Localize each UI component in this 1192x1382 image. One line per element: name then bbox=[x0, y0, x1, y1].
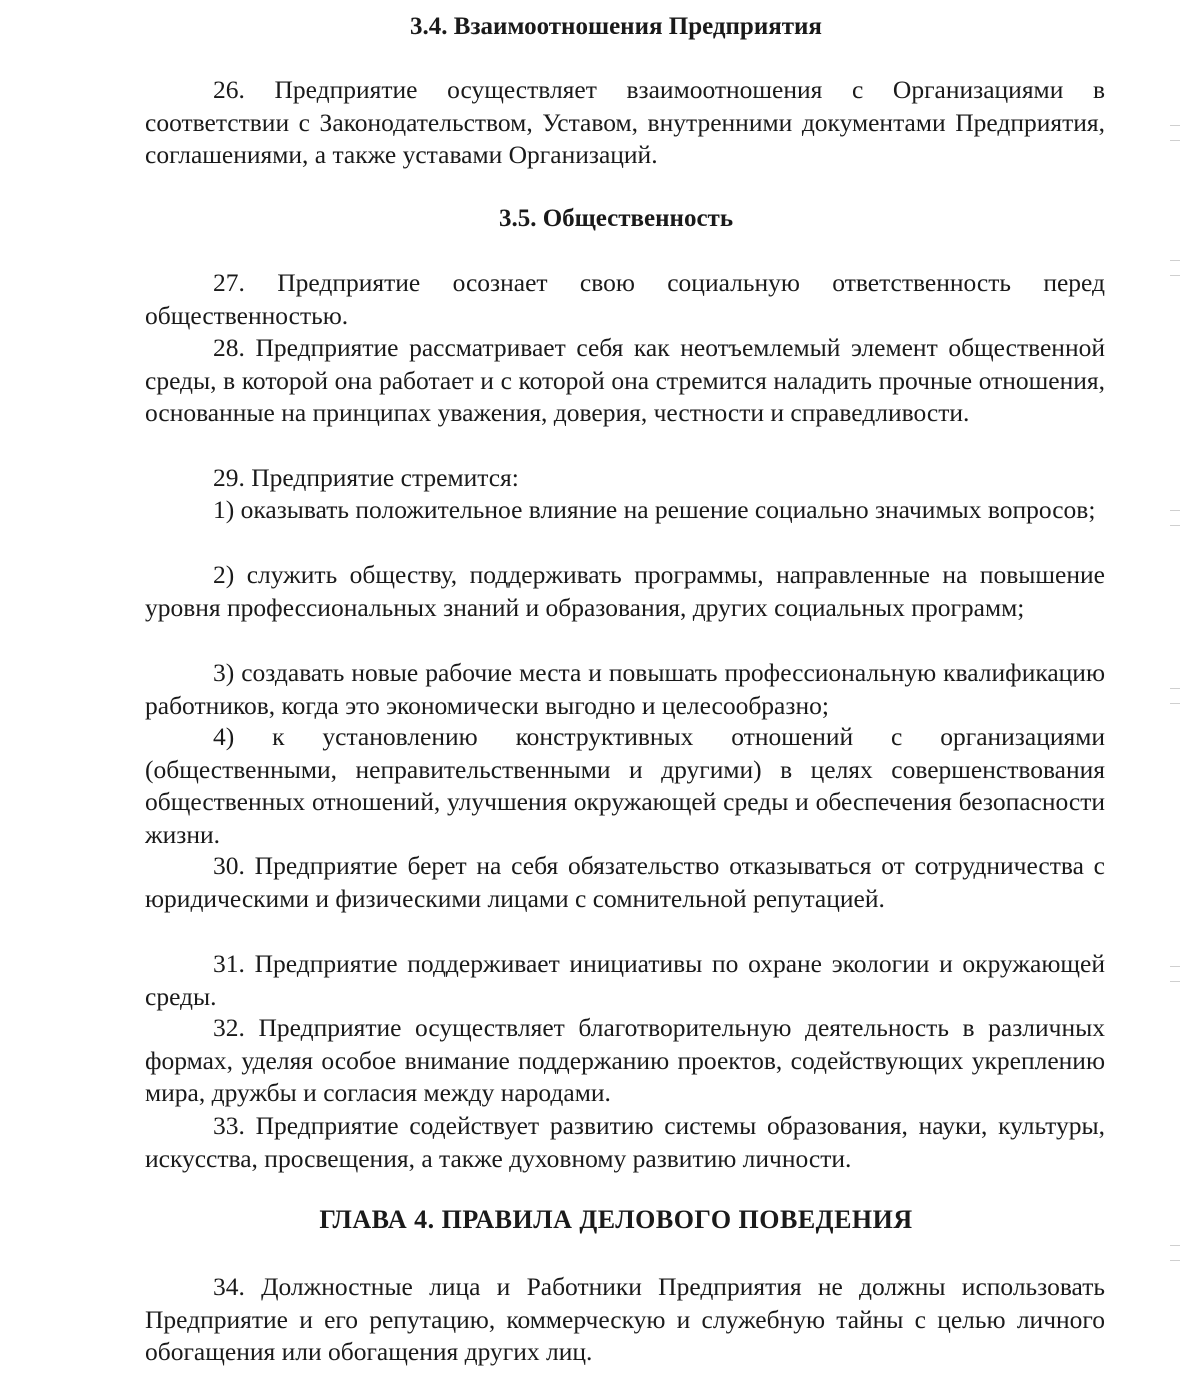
paragraph-29-item-3: 3) создавать новые рабочие места и повышать профессиональную квалификацию работников, когда это экономически выгодно и целесообразно; bbox=[145, 658, 1105, 720]
chapter-4-title: ГЛАВА 4. ПРАВИЛА ДЕЛОВОГО ПОВЕДЕНИЯ bbox=[319, 1205, 913, 1234]
paragraph-29-item-2: 2) служить обществу, поддерживать программы, направленные на повышение уровня профессиональных знаний и образования, других социальных программ; bbox=[145, 560, 1105, 622]
margin-mark bbox=[1170, 966, 1180, 982]
paragraph-31: 31. Предприятие поддерживает инициативы по охране экологии и окружающей среды. bbox=[145, 949, 1105, 1011]
paragraph-33: 33. Предприятие содействует развитию системы образования, науки, культуры, искусства, просвещения, а также духовному развитию личности. bbox=[145, 1111, 1105, 1173]
margin-mark bbox=[1170, 125, 1180, 141]
section-3-4-title: 3.4. Взаимоотношения Предприятия bbox=[410, 13, 822, 40]
section-3-5-title: 3.5. Общественность bbox=[498, 205, 734, 232]
paragraph-28: 28. Предприятие рассматривает себя как неотъемлемый элемент общественной среды, в которой она работает и с которой она стремится наладить прочные отношения, основанные на принципах уважения, доверия, честности и справедливости. bbox=[145, 333, 1105, 428]
paragraph-26: 26. Предприятие осуществляет взаимоотношения с Организациями в соответствии с Законодательством, Уставом, внутренними документами Предприятия, соглашениями, а также уставами Организаций. bbox=[145, 75, 1105, 170]
paragraph-34: 34. Должностные лица и Работники Предприятия не должны использовать Предприятие и его репутацию, коммерческую и служебную тайны с целью личного обогащения или обогащения других лиц. bbox=[145, 1272, 1105, 1367]
margin-mark bbox=[1170, 1245, 1180, 1261]
paragraph-30: 30. Предприятие берет на себя обязательство отказываться от сотрудничества с юридическими и физическими лицами с сомнительной репутацией. bbox=[145, 851, 1105, 913]
paragraph-29: 29. Предприятие стремится: bbox=[213, 463, 519, 492]
margin-mark bbox=[1170, 260, 1180, 276]
paragraph-32: 32. Предприятие осуществляет благотворительную деятельность в различных формах, уделяя особое внимание поддержанию проектов, содействующих укреплению мира, дружбы и согласия между народами. bbox=[145, 1013, 1105, 1108]
paragraph-29-item-1: 1) оказывать положительное влияние на решение социально значимых вопросов; bbox=[213, 495, 1096, 524]
margin-mark bbox=[1170, 688, 1180, 704]
paragraph-27: 27. Предприятие осознает свою социальную ответственность перед общественностью. bbox=[145, 268, 1105, 330]
margin-mark bbox=[1170, 510, 1180, 526]
paragraph-29-item-4: 4) к установлению конструктивных отношений с организациями (общественными, неправительственными и другими) в целях совершенствования общественных отношений, улучшения окружающей среды и обеспечения безопасности жизни. bbox=[145, 722, 1105, 849]
